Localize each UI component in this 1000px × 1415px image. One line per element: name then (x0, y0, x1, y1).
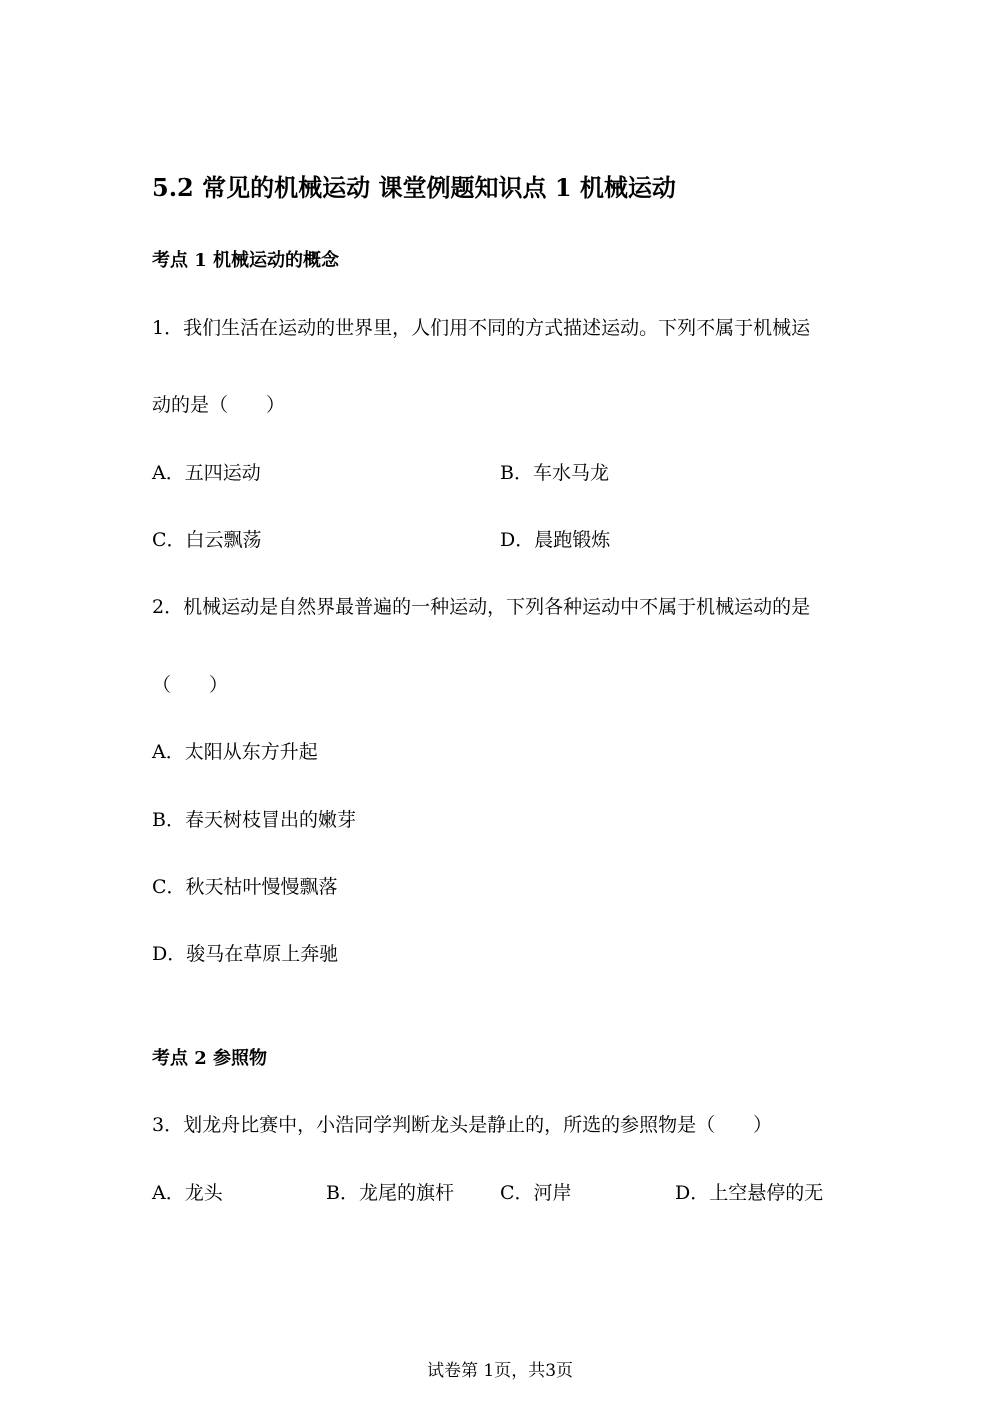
question-3-option-d: D．上空悬停的无 (675, 1182, 824, 1204)
question-1-text: 1．我们生活在运动的世界里，人们用不同的方式描述运动。下列不属于机械运 (152, 317, 811, 339)
section-heading-1: 考点 1 机械运动的概念 (152, 250, 340, 271)
question-2-option-d: D．骏马在草原上奔驰 (152, 943, 339, 965)
question-1-option-c: C．白云飘荡 (152, 529, 262, 551)
question-2-option-b: B．春天树枝冒出的嫩芽 (152, 809, 356, 831)
page-footer: 试卷第 1页，共3页 (426, 1361, 574, 1381)
question-1-option-b: B．车水马龙 (500, 462, 609, 484)
question-3-text: 3．划龙舟比赛中，小浩同学判断龙头是静止的，所选的参照物是（ ） (152, 1114, 773, 1136)
question-2-option-a: A．太阳从东方升起 (152, 741, 318, 763)
question-1-text-continued: 动的是（ ） (152, 394, 286, 416)
question-1-option-d: D．晨跑锻炼 (500, 529, 611, 551)
question-3-option-c: C．河岸 (500, 1182, 572, 1204)
section-heading-2: 考点 2 参照物 (152, 1048, 268, 1069)
question-2-text: 2．机械运动是自然界最普遍的一种运动，下列各种运动中不属于机械运动的是 (152, 596, 811, 618)
question-3-option-a: A．龙头 (152, 1182, 223, 1204)
question-2-text-continued: （ ） (152, 674, 229, 696)
question-3-option-b: B．龙尾的旗杆 (326, 1182, 454, 1204)
question-1-option-a: A．五四运动 (152, 462, 261, 484)
page-title: 5.2 常见的机械运动 课堂例题知识点 1 机械运动 (152, 173, 676, 202)
question-2-option-c: C．秋天枯叶慢慢飘落 (152, 876, 338, 898)
